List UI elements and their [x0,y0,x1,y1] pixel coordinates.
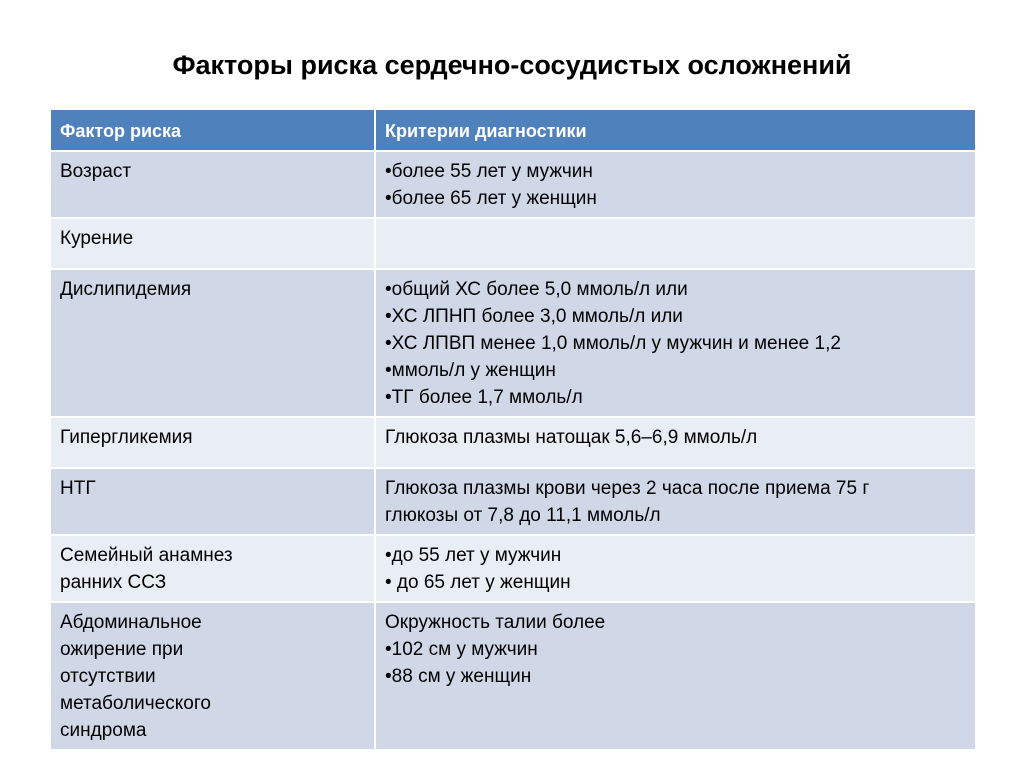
page-title: Факторы риска сердечно-сосудистых осложнений [172,50,852,80]
risk-factor-text: метаболического [60,693,211,714]
criteria-line: Глюкоза плазмы натощак 5,6–6,9 ммоль/л [385,427,758,448]
criteria-line: Окружность талии более [385,612,606,633]
header-risk-factor: Фактор риска [50,109,375,151]
criteria-line: •ммоль/л у женщин [385,360,556,381]
criteria-cell [375,602,976,750]
table-row [50,269,976,417]
header-diagnostic-criteria: Критерии диагностики [375,109,976,151]
criteria-line: •более 55 лет у мужчин [385,161,593,182]
criteria-cell [375,417,976,468]
risk-factor-cell [50,417,375,468]
criteria-line: •ХС ЛПВП менее 1,0 ммоль/л у мужчин и менее 1,2 [385,333,841,354]
criteria-line: • до 65 лет у женщин [385,572,571,593]
risk-factor-text: ранних ССЗ [60,572,167,593]
risk-factors-table [49,108,977,751]
criteria-line: •до 55 лет у мужчин [385,545,562,566]
criteria-line: Глюкоза плазмы крови через 2 часа после приема 75 г [385,478,870,499]
risk-factor-text: Возраст [60,161,132,182]
table-row [50,218,976,269]
table-row [50,535,976,602]
criteria-line: •более 65 лет у женщин [385,188,597,209]
risk-factor-cell [50,602,375,750]
risk-factor-cell [50,269,375,417]
table-row [50,417,976,468]
risk-factor-text: Курение [60,228,134,249]
table-row [50,602,976,750]
risk-factor-text: ожирение при [60,639,184,660]
risk-factor-text: синдрома [60,720,147,741]
criteria-line: •ТГ более 1,7 ммоль/л [385,387,583,408]
risk-factor-text: Гипергликемия [60,427,193,448]
risk-factor-text: Абдоминальное [60,612,202,633]
risk-factor-text: НТГ [60,478,96,499]
criteria-cell [375,535,976,602]
table-row [50,468,976,535]
criteria-cell [375,218,976,269]
risk-factor-cell [50,535,375,602]
risk-factor-cell [50,468,375,535]
criteria-line: •общий ХС более 5,0 ммоль/л или [385,279,688,300]
criteria-line: •ХС ЛПНП более 3,0 ммоль/л или [385,306,683,327]
risk-factor-text: отсутствии [60,666,156,687]
table-row [50,151,976,218]
risk-factor-text: Дислипидемия [60,279,192,300]
criteria-line: •102 см у мужчин [385,639,538,660]
criteria-cell [375,151,976,218]
table-header-row [50,109,976,151]
risk-factor-cell [50,151,375,218]
risk-factor-text: Семейный анамнез [60,545,233,566]
criteria-line: глюкозы от 7,8 до 11,1 ммоль/л [385,505,661,526]
criteria-cell [375,468,976,535]
criteria-line: •88 см у женщин [385,666,532,687]
risk-factor-cell [50,218,375,269]
criteria-cell [375,269,976,417]
